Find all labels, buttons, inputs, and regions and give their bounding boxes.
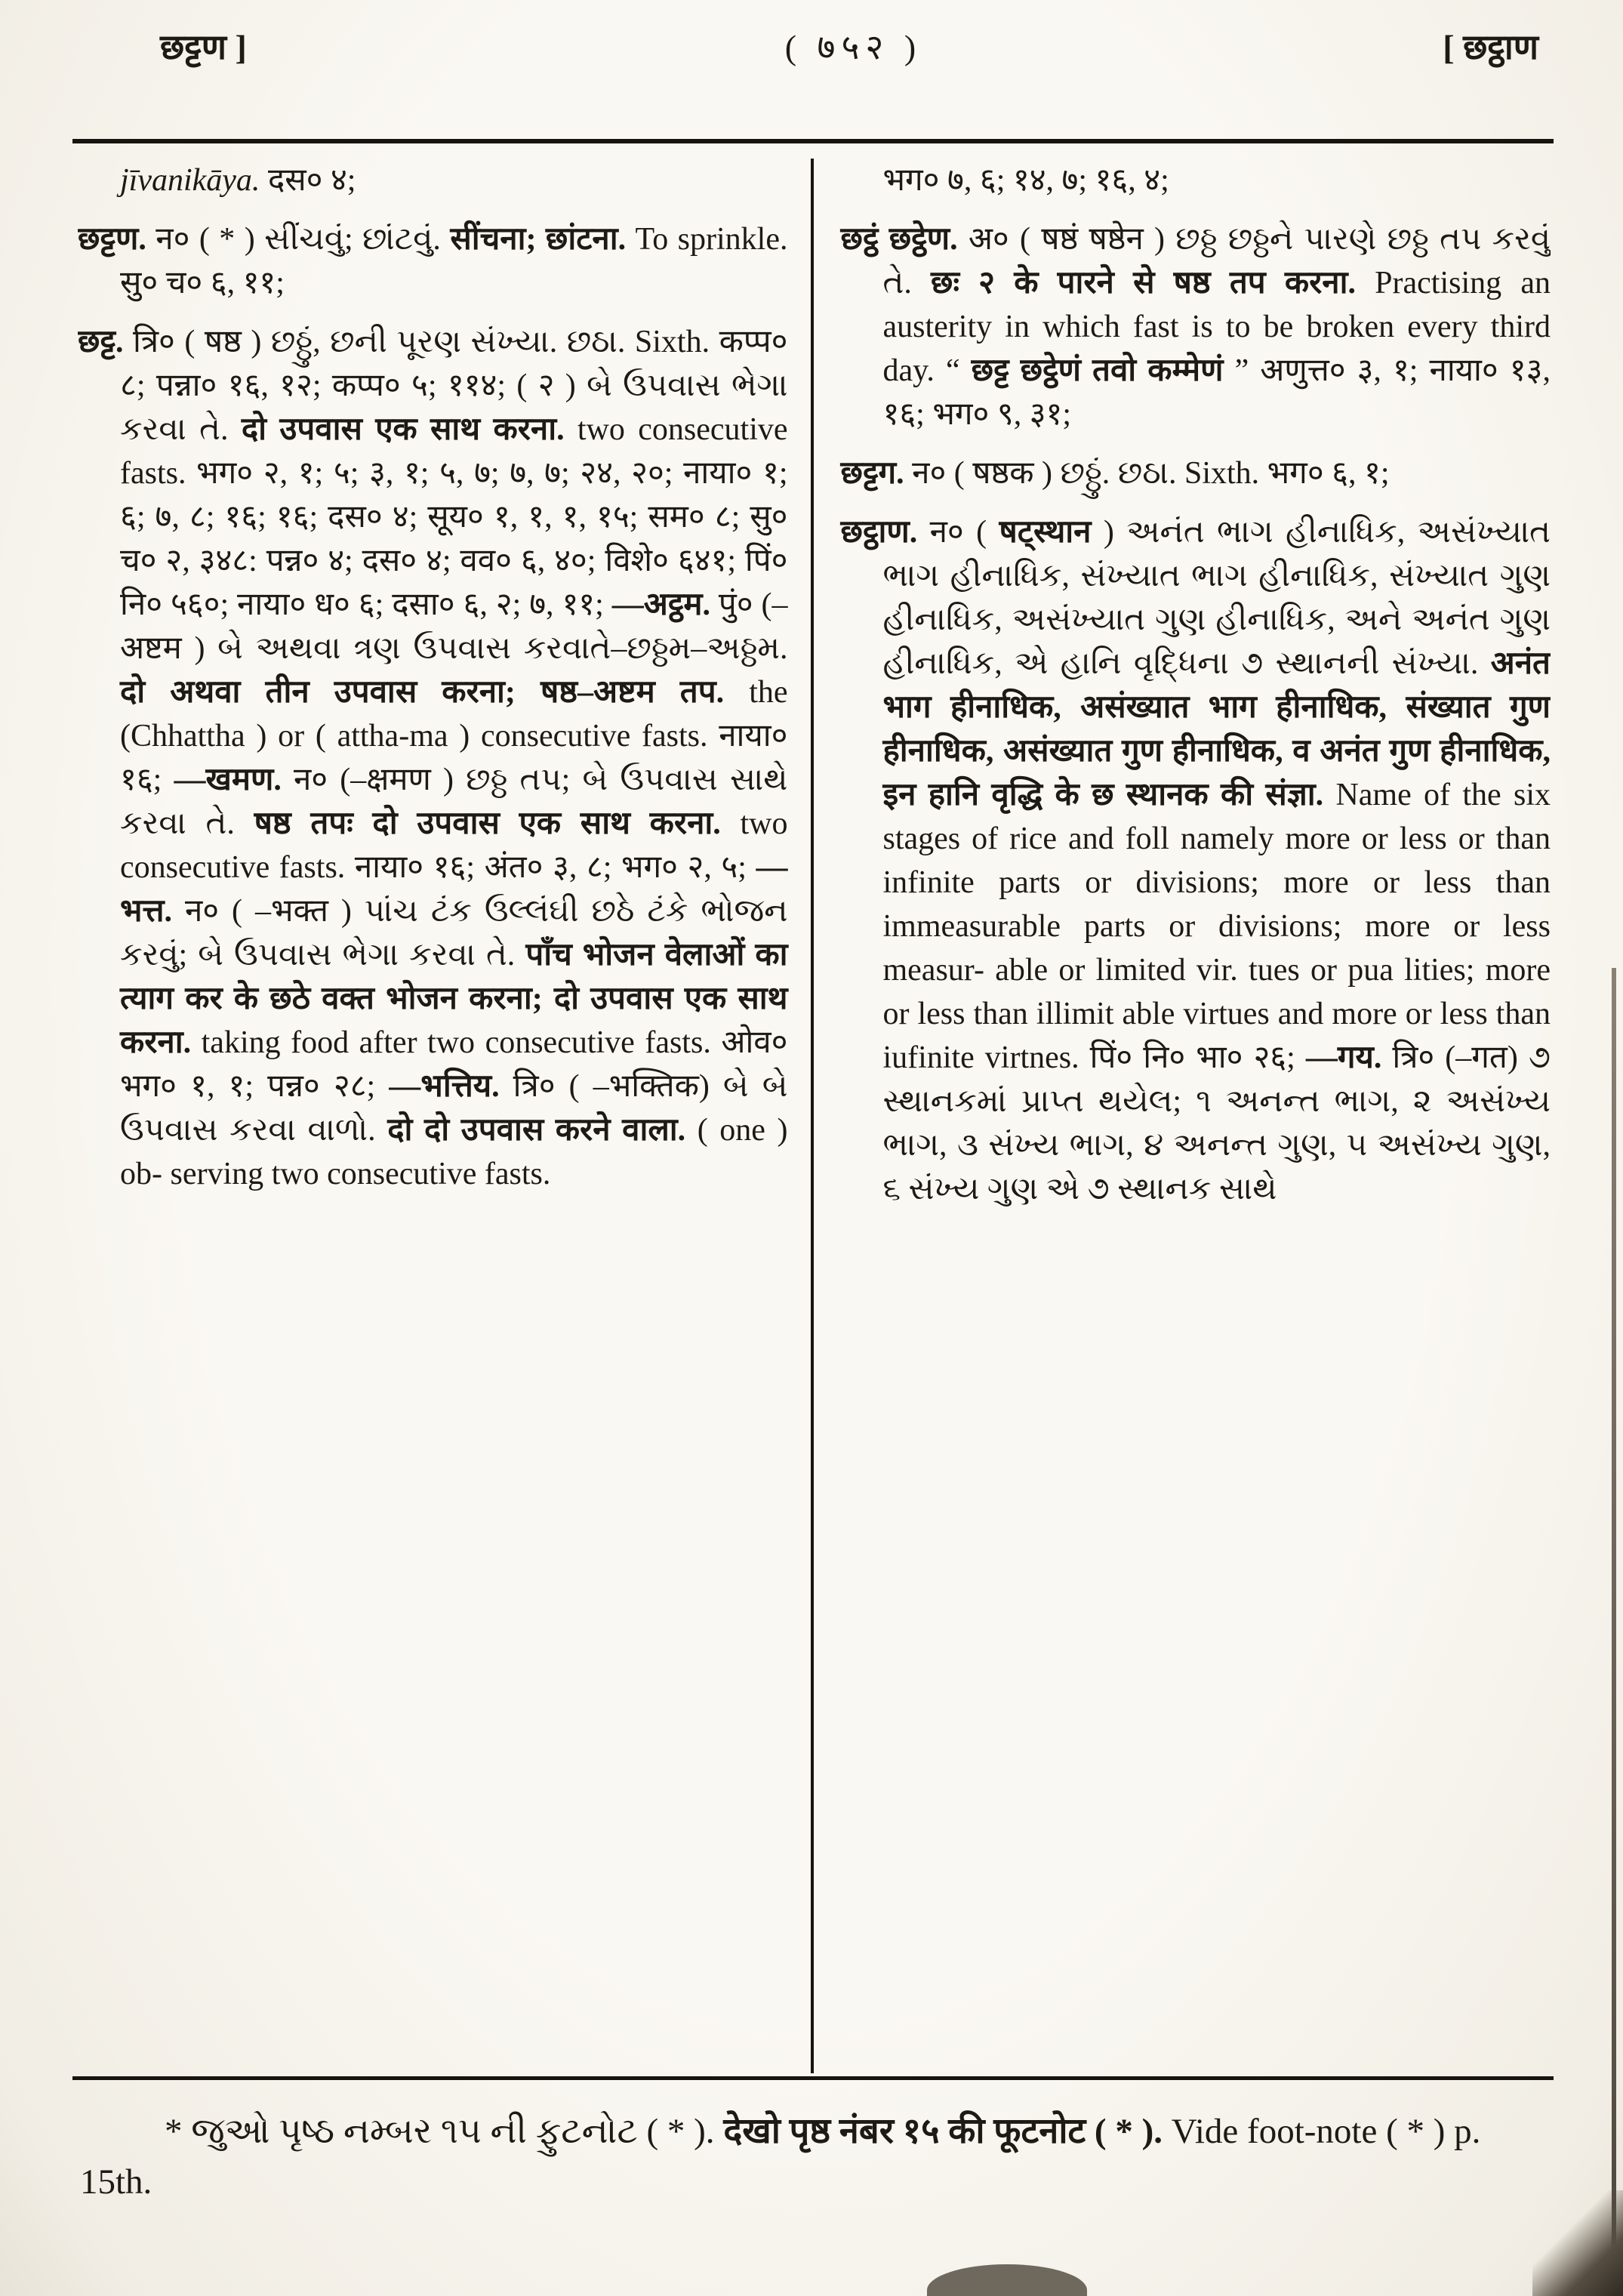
text-run: ) અનંત ભાગ હીનાધિક, અસંખ્યાત ભાગ હીનાધિક, સંખ્યાત ભાગ હીનાધિક, સંખ્યાત ગુણ હીનાધિક, અસંખ્યાત ગુણ હીનાધિક, અને અનંત ગુણ હીનાધિક, એ હાનિ વૃદ્ધિના ૭ સ્થાનની સંખ્યા. <box>882 515 1551 681</box>
bold-run: —खमण. <box>174 763 282 797</box>
dictionary-columns <box>78 159 1551 2073</box>
text-run: To sprinkle. सु० च० ६, ११; <box>120 222 788 300</box>
text-run: न० ( <box>917 515 999 550</box>
text-run: न० ( –भक्त ) પાંચ ટંક ઉલ્લંઘી છઠે ટંકે ભોજન કરવું; બે ઉપવાસ ભેગા કરવા તે. <box>120 894 788 972</box>
bold-run: दो उपवास एक साथ करना. <box>241 412 565 447</box>
bold-run: षष्ठ तपः दो उपवास एक साथ करना. <box>254 806 721 841</box>
text-run: न० ( * ) સીંચવું; છાંટવું. <box>146 222 451 257</box>
bold-run: छः २ के पारने से षष्ठ तप करना. <box>931 266 1356 300</box>
left-catchword: छट्टण ] <box>160 28 247 66</box>
scan-bottom-smudge <box>927 2264 1087 2296</box>
entry-chhattan <box>78 217 788 305</box>
continuation-line <box>78 159 788 202</box>
text-run: Vide foot-note ( * ) p. 15th. <box>80 2112 1481 2202</box>
left-column <box>78 159 811 2073</box>
bold-run: छट्ट छट्ठेणं तवो कम्मेणं <box>971 353 1224 388</box>
text-run: two consecutive fasts. नाया० १६; अंत० ३, ८; भग० २, ५; <box>120 806 788 885</box>
text-run: ” अणुत्त० ३, १; नाया० १३, १६; भग० ९, ३१; <box>882 353 1551 432</box>
text-run: त्रि० (–गत) ૭ સ્થાનકમાં પ્રાપ્ત થયેલ; ૧ અનન્ત ભાગ, ૨ અસંખ્ય ભાગ, ૩ સંખ્ય ભાગ, ૪ અનન્ત ગુણ, ૫ અસંખ્ય ગુણ, ૬ સંખ્ય ગુણ એ ૭ સ્થાનક સાથે <box>882 1040 1551 1207</box>
bold-run: छट्टग. <box>840 456 904 491</box>
bold-run: षट्स्थान <box>999 515 1092 550</box>
scan-edge-line <box>1612 968 1616 2296</box>
bold-run: —भत्त. <box>120 850 788 929</box>
right-catchword: [ छट्ठाण <box>1443 28 1538 66</box>
entry-chhattag <box>841 451 1551 495</box>
scan-corner-artifact <box>1532 2190 1623 2296</box>
bold-run: पाँच भोजन वेलाओं का त्याग कर के छठे वक्त भोजन करना; दो उपवास एक साथ करना. <box>120 938 788 1060</box>
bold-run: छट्ट. <box>78 325 124 359</box>
bold-run: अनंत भाग हीनाधिक, असंख्यात भाग हीनाधिक, संख्यात गुण हीनाधिक, असंख्यात गुण हीनाधिक, व अनंत गुण हीनाधिक, इन हानि वृद्धि के छ स्थानक की संज्ञा. <box>882 646 1551 812</box>
page-header <box>160 23 1538 69</box>
header-rule <box>72 139 1554 143</box>
footnote-text <box>80 2106 1534 2208</box>
bold-run: दो अथवा तीन उपवास करना; षष्ठ–अष्टम तप. <box>120 675 725 710</box>
bold-run: छट्टण. <box>78 222 146 257</box>
text-run: the (Chhattha ) or ( attha-ma ) consecutive fasts. नाया० १६; <box>120 675 788 797</box>
text-run: अ० ( षष्ठं षष्ठेन ) છઠ્ઠ છઠ્ઠને પારણે છઠ્ઠ તપ કરવું તે. <box>882 222 1551 300</box>
text-run: पुं० (–अष्टम ) બે અથવા ત્રણ ઉપવાસ કરવાતે–છઠ્ઠમ–અઠ્ઠમ. <box>120 587 788 666</box>
text-run: त्रि० ( षष्ठ ) છઠ્ઠું, છની પૂરણ સંખ્યા. છઠા. Sixth. कप्प० ८; पन्ना० १६, १२; कप्प० ५; ११४; ( २ ) બે ઉપવાસ ભેગા કરવા તે. <box>120 325 788 447</box>
continuation-line <box>841 159 1551 202</box>
right-column <box>814 159 1551 2073</box>
footnote-area <box>80 2106 1534 2208</box>
bold-run: देखो पृष्ठ नंबर १५ की फूटनोट ( * ). <box>723 2112 1163 2151</box>
text-run: * જુઓ પૃષ્ઠ નમ્બર ૧૫ ની ફુટનોટ ( * ). <box>165 2112 724 2151</box>
page-number: ( ७५२ ) <box>784 28 922 66</box>
bold-run: छट्ठं छट्ठेण. <box>840 222 958 257</box>
text-run: न० ( षष्ठक ) છઠ્ઠું. છઠા. Sixth. भग० ६, १; <box>904 456 1390 491</box>
entry-chhatthan <box>841 510 1551 1211</box>
footer-rule <box>72 2076 1554 2080</box>
text-run: jīvanikāya. <box>120 163 268 198</box>
bold-run: —गय. <box>1305 1040 1382 1075</box>
entry-chhattham-chhatthena <box>841 217 1551 436</box>
bold-run: दो दो उपवास करने वाला. <box>387 1113 686 1148</box>
bold-run: —भत्तिय. <box>389 1069 500 1104</box>
text-run: ( one ) ob- serving two consecutive fasts. <box>120 1113 788 1191</box>
text-run: त्रि० ( –भक्तिक) બે બે ઉપવાસ કરવા વાળો. <box>120 1069 788 1148</box>
bold-run: सींचना; छांटना. <box>450 222 627 257</box>
text-run: दस० ४; <box>267 163 356 198</box>
text-run: Practising an austerity in which fast is to be broken every third day. “ <box>882 266 1551 388</box>
bold-run: —अट्ठम. <box>611 587 710 622</box>
text-run: न० (–क्षमण ) છઠ્ઠ તપ; બે ઉપવાસ સાથે કરવા તે. <box>120 763 788 841</box>
entry-chhatt <box>78 320 788 1196</box>
text-run: Name of the six stages of rice and foll namely more or less or than infinite parts or divisions; more or less than immeasurable parts or divisions; more or less measur- able or limited vir. tues or pua lities; more or less than illimit able virtues and more or less than iufinite virtnes. पिं० नि० भा० २६; <box>882 778 1551 1075</box>
text-run: two consecutive fasts. भग० २, १; ५; ३, १; ५, ७; ७, ७; २४, २०; नाया० १; ६; ७, ८; १६; १६; दस० ४; सूय० १, १, १, १५; सम० ८; सु० च० २, ३४८: पन्न० ४; दस० ४; वव० ६, ४०; विशे० ६४१; पिं० नि० ५६०; नाया० ध० ६; दसा० ६, २; ७, ११; <box>120 412 788 622</box>
bold-run: छट्ठाण. <box>840 515 918 550</box>
text-run: taking food after two consecutive fasts. ओव० भग० १, १; पन्न० २८; <box>120 1025 788 1104</box>
text-run: भग० ७, ६; १४, ७; १६, ४; <box>882 163 1169 198</box>
